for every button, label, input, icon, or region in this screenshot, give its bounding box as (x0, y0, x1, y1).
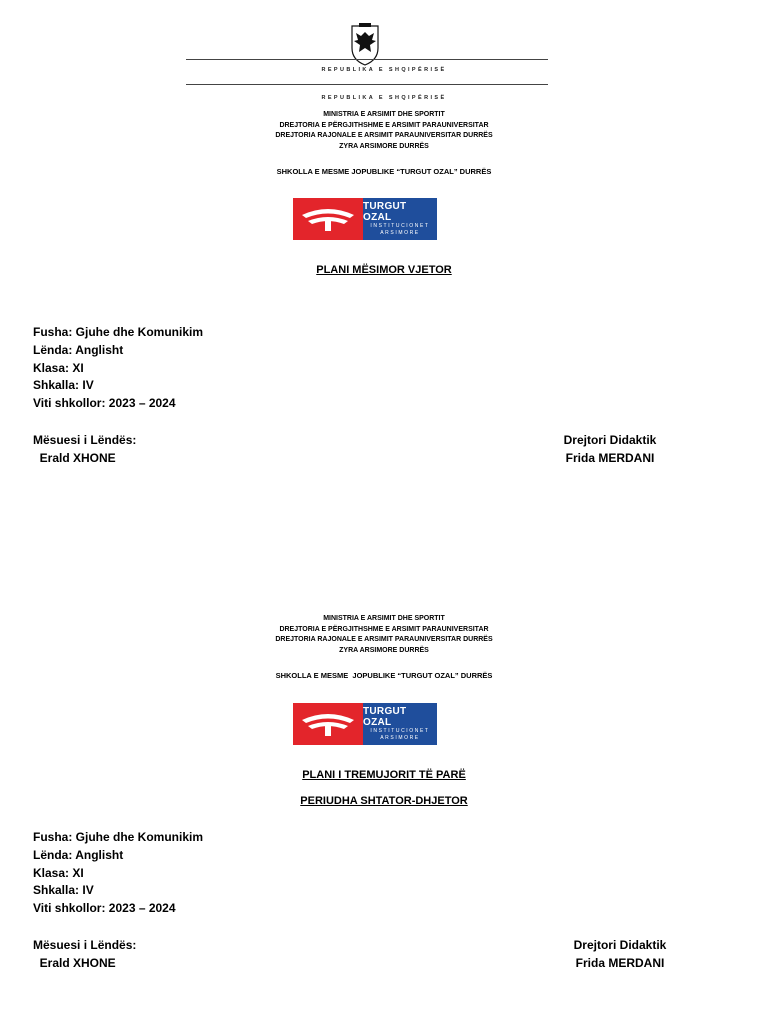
course-info-1 (33, 324, 203, 413)
logo-sub-line: ARSIMORE (380, 735, 420, 741)
ministry-line: ZYRA ARSIMORE DURRËS (339, 142, 429, 150)
logo-sub-line: ARSIMORE (380, 230, 420, 236)
ministry-line: DREJTORIA E PËRGJITHSHME E ARSIMIT PARAUNIVERSITAR (279, 121, 489, 129)
info-line: Shkalla: IV (33, 378, 94, 393)
info-line: Shkalla: IV (33, 883, 94, 898)
info-line: Viti shkollor: 2023 – 2024 (33, 396, 176, 411)
school-name-2: SHKOLLA E MESME JOPUBLIKE “TURGUT OZAL” DURRËS (275, 671, 493, 680)
header-rule-bottom (186, 84, 548, 85)
info-line: Fusha: Gjuhe dhe Komunikim (33, 830, 204, 844)
ministry-line: DREJTORIA RAJONALE E ARSIMIT PARAUNIVERSITAR DURRËS (275, 132, 493, 139)
document-title-1: PLANI MËSIMOR VJETOR (316, 264, 452, 276)
logo-emblem-icon (293, 198, 363, 240)
logo-brand: TURGUT OZAL (363, 706, 407, 728)
director-signature-2 (550, 936, 690, 972)
ministry-line: ZYRA ARSIMORE DURRËS (339, 646, 429, 654)
info-line: Lënda: Anglisht (33, 847, 124, 862)
logo-text-panel (363, 703, 437, 745)
director-name: Frida MERDANI (565, 451, 655, 465)
document-title-2: PLANI I TREMUJORIT TË PARË (302, 769, 466, 781)
ministry-line: DREJTORIA E PËRGJITHSHME E ARSIMIT PARAUNIVERSITAR (279, 625, 489, 633)
teacher-role: Mësuesi i Lëndës: (33, 938, 137, 952)
ministry-block-1 (0, 110, 768, 152)
republic-label-bottom: REPUBLIKA E SHQIPËRISË (321, 95, 447, 101)
school-name-1: SHKOLLA E MESME JOPUBLIKE “TURGUT OZAL” DURRËS (276, 167, 492, 176)
logo-emblem-icon (293, 703, 363, 745)
director-role: Drejtori Didaktik (573, 938, 667, 952)
info-line: Lënda: Anglisht (33, 342, 124, 357)
director-signature-1 (540, 431, 680, 467)
ministry-block-2 (0, 614, 768, 656)
turgut-ozal-logo (293, 703, 437, 745)
info-line: Fusha: Gjuhe dhe Komunikim (33, 325, 204, 339)
teacher-signature-1 (33, 431, 136, 467)
header-rule-top (186, 59, 548, 60)
logo-brand: TURGUT OZAL (363, 201, 407, 223)
logo-sub-line: INSTITUCIONET (370, 223, 430, 229)
turgut-ozal-logo (293, 198, 437, 240)
logo-sub-line: INSTITUCIONET (370, 728, 430, 734)
teacher-signature-2 (33, 936, 136, 972)
info-line: Viti shkollor: 2023 – 2024 (33, 901, 176, 916)
info-line: Klasa: XI (33, 360, 84, 375)
document-subtitle-2: PERIUDHA SHTATOR-DHJETOR (300, 795, 468, 807)
logo-text-panel (363, 198, 437, 240)
teacher-name: Erald XHONE (33, 956, 116, 970)
director-role: Drejtori Didaktik (563, 433, 657, 447)
course-info-2 (33, 829, 203, 918)
ministry-line: MINISTRIA E ARSIMIT DHE SPORTIT (323, 615, 445, 622)
info-line: Klasa: XI (33, 865, 84, 880)
ministry-line: MINISTRIA E ARSIMIT DHE SPORTIT (323, 111, 445, 118)
teacher-role: Mësuesi i Lëndës: (33, 433, 137, 447)
director-name: Frida MERDANI (575, 956, 665, 970)
republic-label-top: REPUBLIKA E SHQIPËRISË (321, 67, 447, 73)
teacher-name: Erald XHONE (33, 451, 116, 465)
ministry-line: DREJTORIA RAJONALE E ARSIMIT PARAUNIVERSITAR DURRËS (275, 636, 493, 643)
